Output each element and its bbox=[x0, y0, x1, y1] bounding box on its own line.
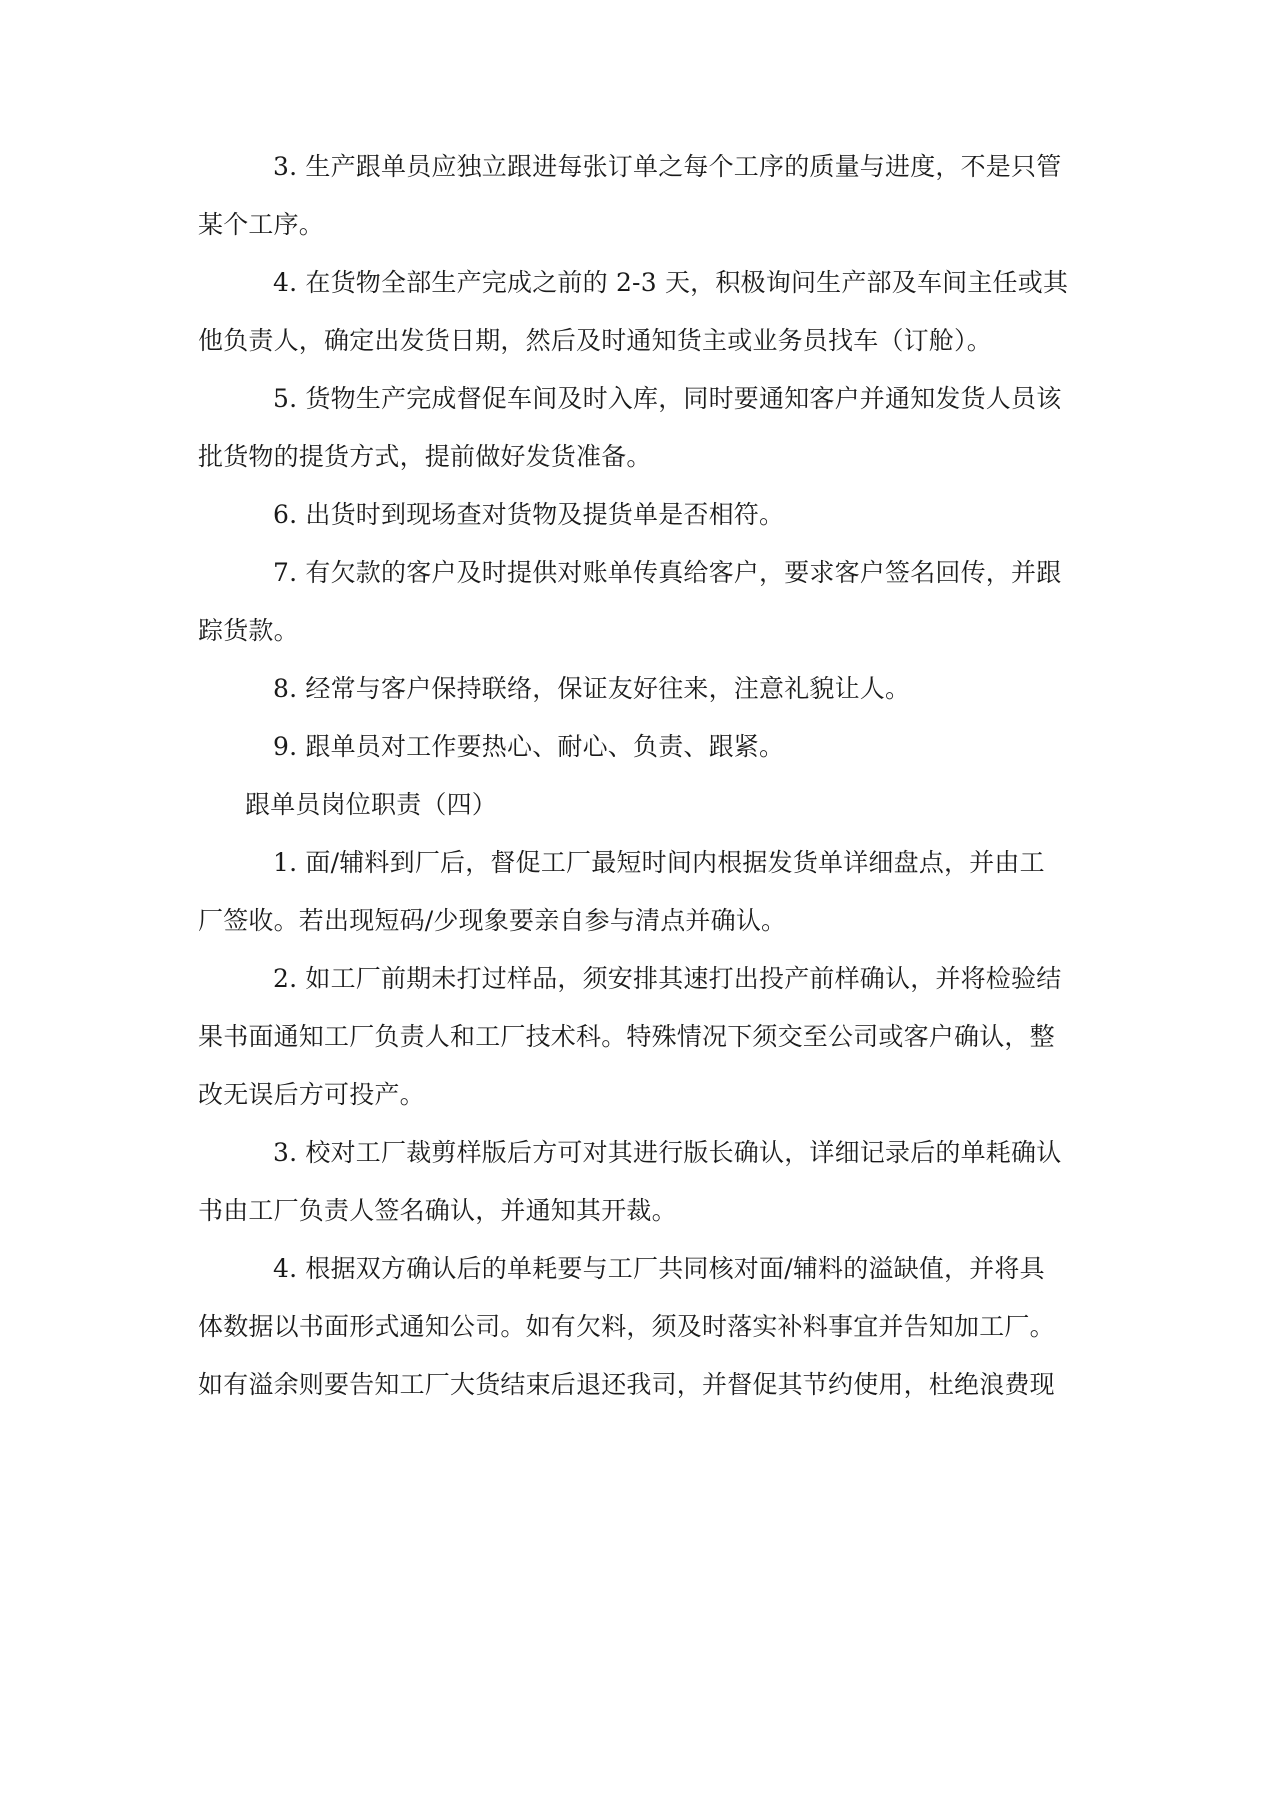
s4-item-1-line-2: 厂签收。若出现短码/少现象要亲自参与清点并确认。 bbox=[198, 906, 787, 935]
item-9-line-1: 9. 跟单员对工作要热心、耐心、负责、跟紧。 bbox=[273, 732, 785, 761]
item-5-line-2: 批货物的提货方式，提前做好发货准备。 bbox=[198, 442, 652, 471]
s4-item-2-line-2: 果书面通知工厂负责人和工厂技术科。特殊情况下须交至公司或客户确认，整 bbox=[198, 1022, 1055, 1051]
item-4-line-1: 4. 在货物全部生产完成之前的 2-3 天，积极询问生产部及车间主任或其 bbox=[273, 268, 1069, 297]
s4-item-1-line-1: 1. 面/辅料到厂后，督促工厂最短时间内根据发货单详细盘点，并由工 bbox=[273, 848, 1045, 877]
item-4-line-2: 他负责人，确定出发货日期，然后及时通知货主或业务员找车（订舱）。 bbox=[198, 326, 992, 355]
s4-item-2-line-3: 改无误后方可投产。 bbox=[198, 1080, 425, 1109]
s4-item-2-line-1: 2. 如工厂前期未打过样品，须安排其速打出投产前样确认，并将检验结 bbox=[273, 964, 1062, 993]
s4-item-4-line-2: 体数据以书面形式通知公司。如有欠料，须及时落实补料事宜并告知加工厂。 bbox=[198, 1312, 1055, 1341]
item-3-line-1: 3. 生产跟单员应独立跟进每张订单之每个工序的质量与进度，不是只管 bbox=[273, 152, 1062, 181]
item-6-line-1: 6. 出货时到现场查对货物及提货单是否相符。 bbox=[273, 500, 785, 529]
s4-item-3-line-2: 书由工厂负责人签名确认，并通知其开裁。 bbox=[198, 1196, 677, 1225]
item-5-line-1: 5. 货物生产完成督促车间及时入库，同时要通知客户并通知发货人员该 bbox=[273, 384, 1062, 413]
s4-item-4-line-1: 4. 根据双方确认后的单耗要与工厂共同核对面/辅料的溢缺值，并将具 bbox=[273, 1254, 1045, 1283]
item-3-line-2: 某个工序。 bbox=[198, 210, 325, 239]
item-7-line-1: 7. 有欠款的客户及时提供对账单传真给客户，要求客户签名回传，并跟 bbox=[273, 558, 1062, 587]
s4-item-4-line-3: 如有溢余则要告知工厂大货结束后退还我司，并督促其节约使用，杜绝浪费现 bbox=[198, 1370, 1055, 1399]
s4-item-3-line-1: 3. 校对工厂裁剪样版后方可对其进行版长确认，详细记录后的单耗确认 bbox=[273, 1138, 1062, 1167]
item-8-line-1: 8. 经常与客户保持联络，保证友好往来，注意礼貌让人。 bbox=[273, 674, 911, 703]
item-7-line-2: 踪货款。 bbox=[198, 616, 299, 645]
section-heading: 跟单员岗位职责（四） bbox=[245, 790, 498, 819]
